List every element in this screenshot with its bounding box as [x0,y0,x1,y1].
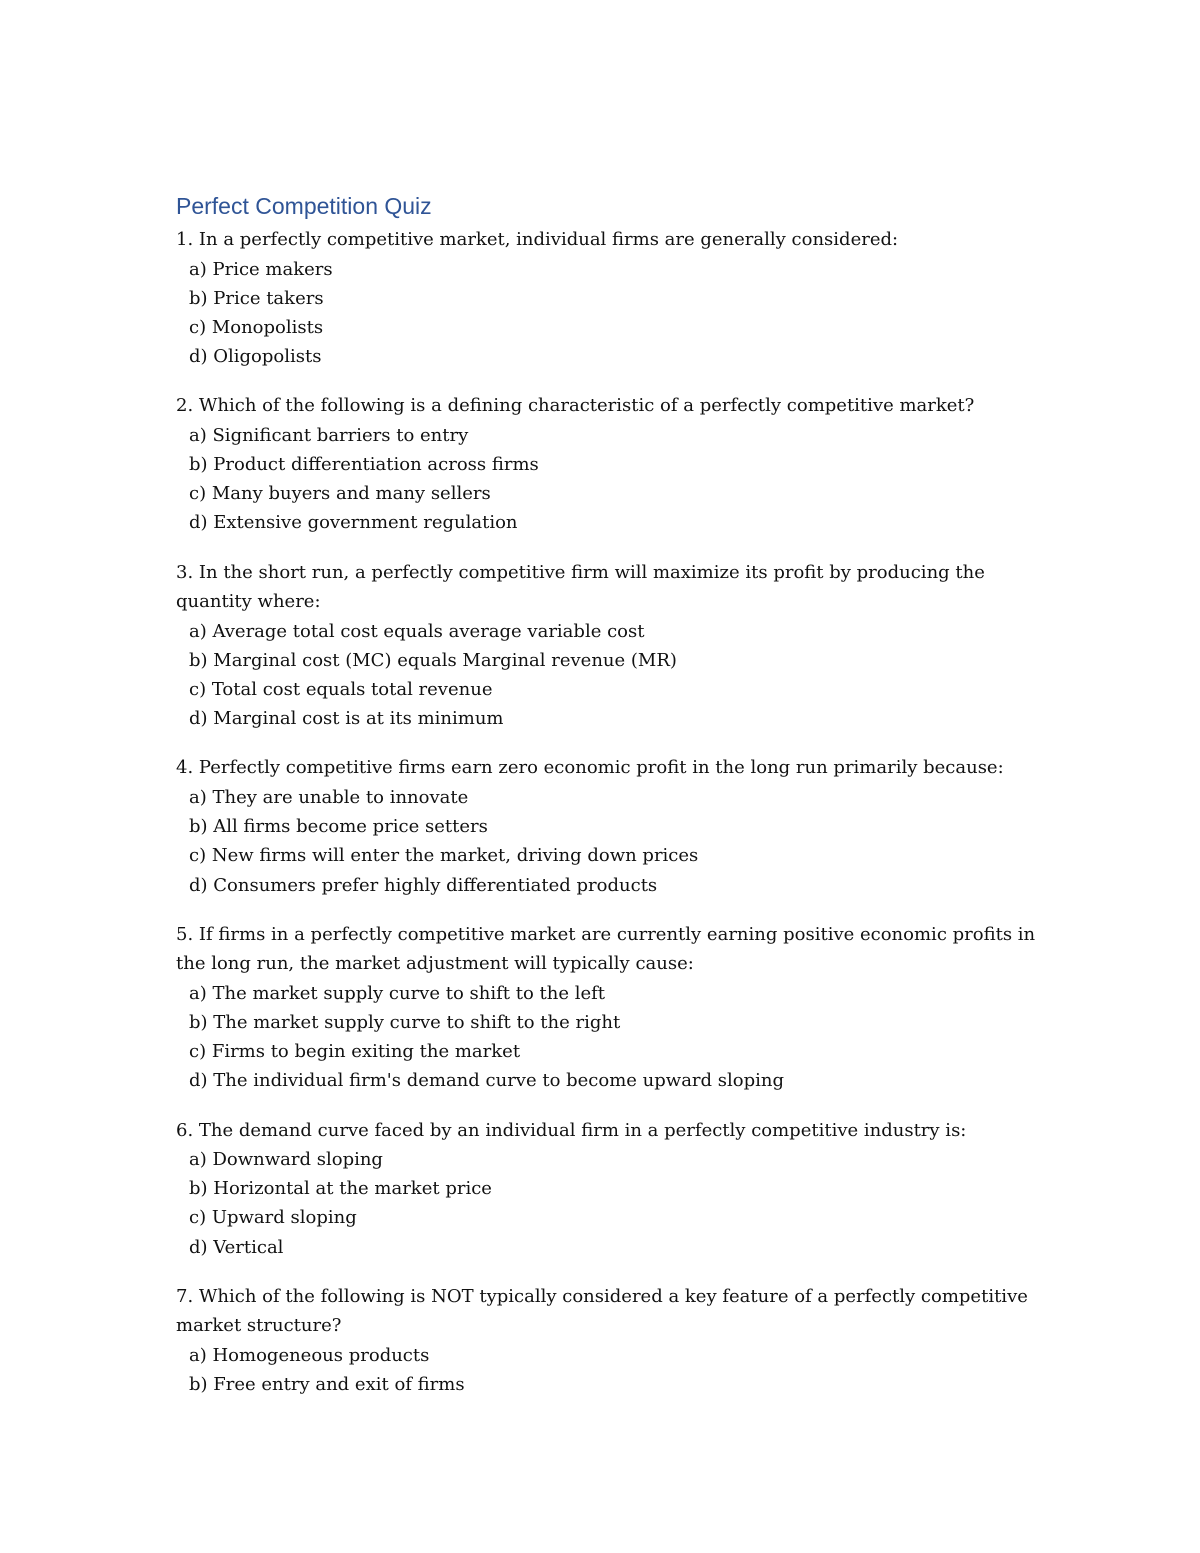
answer-options [176,1145,1036,1262]
question-text: 2. Which of the following is a defining characteristic of a perfectly competitive market? [176,395,975,417]
answer-options [176,979,1036,1096]
answer-option: d) The individual firm's demand curve to become upward sloping [189,1070,784,1092]
answer-option: a) The market supply curve to shift to the left [189,982,606,1004]
question-list [176,225,1036,1399]
document-title: Perfect Competition Quiz [176,193,432,219]
answer-option: b) Marginal cost (MC) equals Marginal revenue (MR) [189,649,677,671]
question-text: 3. In the short run, a perfectly competitive firm will maximize its profit by producing the quantity where: [176,561,985,613]
answer-option: a) They are unable to innovate [189,786,469,808]
answer-option: d) Oligopolists [189,346,322,368]
answer-option: a) Price makers [189,258,333,280]
question-6 [176,1116,1036,1262]
answer-option: d) Extensive government regulation [189,512,518,534]
answer-option: d) Marginal cost is at its minimum [189,708,504,730]
answer-option: c) Total cost equals total revenue [189,679,493,701]
answer-option: a) Downward sloping [189,1149,383,1171]
answer-option: c) Many buyers and many sellers [189,483,491,505]
question-text: 1. In a perfectly competitive market, individual firms are generally considered: [176,229,899,250]
question-5 [176,920,1036,1096]
question-1 [176,225,1036,371]
answer-option: b) All firms become price setters [189,816,488,838]
answer-options [176,421,1036,538]
question-7 [176,1282,1036,1399]
question-text: 7. Which of the following is NOT typically considered a key feature of a perfectly competitive market structure? [176,1285,1028,1337]
answer-option: d) Consumers prefer highly differentiated products [189,874,658,896]
answer-option: b) Horizontal at the market price [189,1178,492,1200]
answer-option: b) The market supply curve to shift to the right [189,1011,621,1033]
question-4 [176,753,1036,899]
answer-options [176,783,1036,900]
answer-option: b) Price takers [189,287,324,309]
answer-option: c) Firms to begin exiting the market [189,1041,521,1063]
answer-option: a) Homogeneous products [189,1344,430,1366]
question-2 [176,391,1036,537]
question-text: 6. The demand curve faced by an individual firm in a perfectly competitive industry is: [176,1119,967,1141]
answer-option: a) Significant barriers to entry [189,424,469,446]
answer-option: a) Average total cost equals average variable cost [189,620,645,642]
answer-option: b) Product differentiation across firms [189,454,539,476]
answer-option: c) Monopolists [189,316,324,338]
document-page [176,190,1036,1419]
answer-option: c) Upward sloping [189,1207,357,1229]
answer-options [176,255,1036,372]
question-text: 4. Perfectly competitive firms earn zero economic profit in the long run primarily because: [176,757,1004,779]
answer-options [176,617,1036,734]
question-3 [176,558,1036,734]
answer-option: b) Free entry and exit of firms [189,1374,465,1396]
answer-option: c) New firms will enter the market, driving down prices [189,845,699,867]
question-text: 5. If firms in a perfectly competitive market are currently earning positive economic profits in the long run, the market adjustment will typically cause: [176,923,1036,975]
answer-options [176,1341,1036,1399]
answer-option: d) Vertical [189,1236,284,1258]
